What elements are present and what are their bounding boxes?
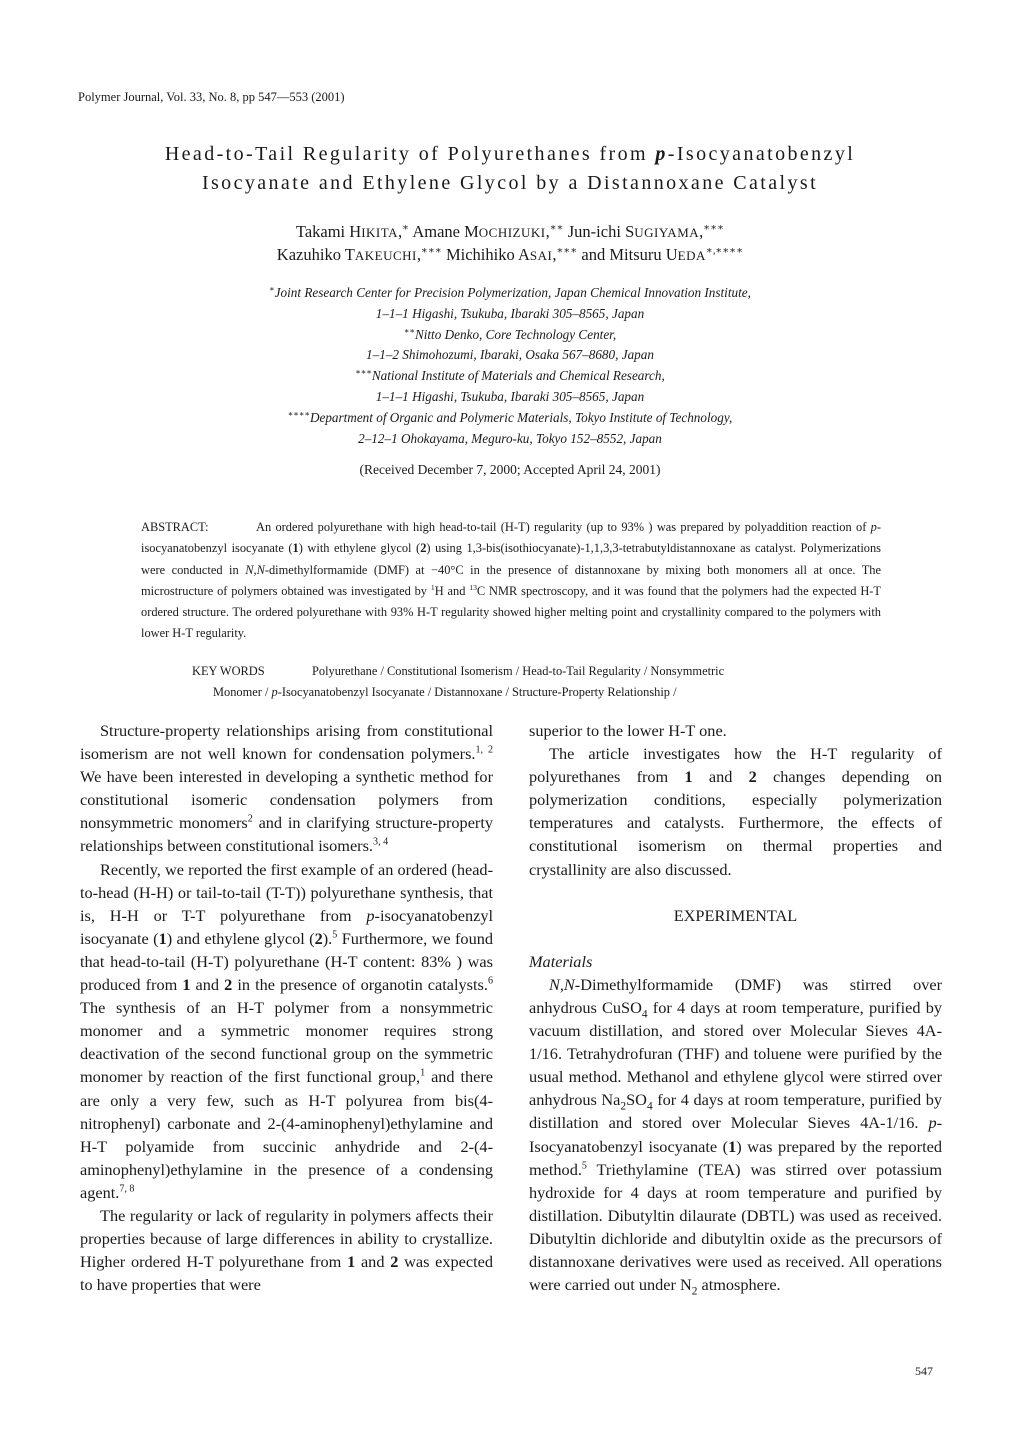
author-name: S	[625, 222, 635, 241]
body-text: for 4 days at room temperature, purified by distillation and stored over Molecular Sieves 4A-1/16.	[529, 1090, 943, 1133]
author-name: Amane	[412, 222, 465, 241]
body-text: for 4 days at room temperature, purified by vacuum distillation, and stored over Molecular Sieves 4A-1/16. Tetrahydrofuran (THF) and toluene were purified by the usual method. Methanol and ethylene glycol were stirred over anhydrous Na	[529, 997, 942, 1110]
author-name: SAI	[529, 248, 553, 263]
affiliation-name: National Institute of Materials and Chemical Research,	[371, 368, 665, 384]
left-column	[80, 719, 493, 1296]
received-dates: (Received December 7, 2000; Accepted April 24, 2001)	[359, 462, 661, 477]
affiliation-line	[0, 325, 1020, 346]
abstract-text: ) using 1,3-bis(isothiocyanate)-1,1,3,3-tetrabutyldistannoxane as catalyst. Polymerizations were conducted in	[141, 541, 881, 577]
affiliations	[0, 283, 1020, 449]
subsection-heading: Materials	[529, 951, 593, 971]
body-paragraph	[80, 1204, 493, 1296]
author-name: M	[464, 222, 479, 241]
body-text: and	[692, 767, 749, 787]
affiliation-address: 1–1–1 Higashi, Tsukuba, Ibaraki 305–8565, Japan	[375, 388, 645, 404]
title-line-2: Isocyanate and Ethylene Glycol by a Distannoxane Catalyst	[201, 172, 819, 194]
author-name: OCHIZUKI	[478, 225, 546, 240]
body-text: p	[928, 1113, 937, 1133]
isotope-mark: 1	[430, 582, 435, 592]
isotope-mark: 13	[469, 582, 477, 592]
compound-number: 1	[728, 1136, 737, 1156]
journal-citation: Polymer Journal, Vol. 33, No. 8, pp 547—553 (2001)	[78, 90, 345, 104]
abstract-label: ABSTRACT:	[141, 520, 209, 534]
keywords-label: KEY WORDS	[192, 664, 265, 678]
body-text: and there are only a very few, such as H-T polyurea from bis(4-nitrophenyl) carbonate and 2-(4-aminophenyl)ethylamine and H-T polyamide from succinic anhydride and 2-(4-aminophenyl)ethylamine in the presence of a condensing agent.	[80, 1067, 494, 1202]
body-text: Furthermore, we found that head-to-tail (H-T) polyurethane (H-T content: 83% ) was produced from	[80, 928, 493, 995]
author-name: Kazuhiko	[276, 245, 345, 264]
affiliation-mark: ∗∗∗	[421, 245, 442, 257]
body-text: p	[366, 905, 375, 925]
keywords-text: Monomer /	[213, 685, 272, 700]
citation: 1	[420, 1067, 426, 1079]
citation: 6	[487, 975, 493, 987]
body-text: -isocyanatobenzyl isocyanate (	[80, 905, 493, 948]
compound-number: 2	[390, 1252, 399, 1272]
abstract-text: C NMR spectroscopy, and it was found that the polymers had the expected H-T ordered structure. The ordered polyurethane with 93% H-T regularity showed higher melting point and crystallinity compared to the polymers with lower H-T regularity.	[141, 583, 881, 641]
abstract-text: ) with ethylene glycol (	[298, 541, 421, 556]
body-text: Triethylamine (TEA) was stirred over potassium hydroxide for 4 days at room temperature and purified by distillation. Dibutyltin dilaurate (DBTL) was used as received. Dibutyltin dichloride and dibutyltin oxide as the precursors of distannoxane derivatives were used as received. All operations were carried out under N	[529, 1159, 942, 1295]
compound-number: 2	[224, 975, 233, 995]
body-paragraph: superior to the lower H-T one.	[529, 721, 727, 740]
author-name: AKEUCHI	[354, 248, 417, 263]
author-name: EDA	[677, 248, 706, 263]
author-name: and Mitsuru	[581, 245, 666, 264]
body-text: -Dimethylformamide (DMF) was stirred over anhydrous CuSO	[529, 974, 942, 1017]
body-text: Structure-property relationships arising from constitutional isomerism are not well known for condensation polymers.	[80, 721, 493, 764]
body-text: ) and ethylene glycol (	[166, 928, 315, 948]
affiliation-address: 1–1–2 Shimohozumi, Ibaraki, Osaka 567–8680, Japan	[366, 347, 654, 363]
keywords-line-1	[141, 661, 881, 682]
title-text: Head-to-Tail Regularity of Polyurethanes from	[164, 143, 656, 165]
subscript: 4	[646, 1100, 653, 1113]
abstract-text: p	[870, 520, 877, 534]
abstract	[141, 517, 881, 645]
author-name: Michihiko	[445, 245, 518, 264]
affiliation-mark: ∗∗∗∗	[287, 409, 310, 419]
abstract-text: -isocyanatobenzyl isocyanate (	[141, 520, 881, 556]
affiliation-name: Nitto Denko, Core Technology Center,	[414, 326, 617, 342]
compound-number: 2	[314, 928, 323, 948]
compound-number: 1	[292, 541, 299, 556]
citation: 7, 8	[119, 1183, 135, 1195]
compound-number: 2	[420, 541, 427, 556]
body-text: and in clarifying structure-property relationships between constitutional isomers.	[80, 813, 494, 856]
affiliation-address: 2–12–1 Ohokayama, Meguro-ku, Tokyo 152–8552, Japan	[358, 430, 662, 446]
body-paragraph	[529, 742, 942, 881]
citation: 1, 2	[475, 744, 493, 756]
subscript: 2	[620, 1100, 627, 1113]
body-paragraph	[80, 858, 493, 1204]
author-line-2: Kazuhiko TAKEUCHI,∗∗∗ Michihiko ASAI,∗∗∗ and Mitsuru UEDA∗,∗∗∗∗	[276, 245, 744, 264]
author-name: A	[517, 245, 530, 264]
body-paragraph	[80, 719, 493, 858]
author-name: Takami	[295, 222, 350, 241]
body-text: -Isocyanatobenzyl isocyanate (	[529, 1113, 942, 1156]
keywords	[141, 661, 881, 704]
body-text: We have been interested in developing a synthetic method for constitutional isomeric condensation polymers from nonsymmetric monomers	[80, 767, 493, 833]
paper-title	[0, 140, 1020, 198]
body-text: ) was prepared by the reported method.	[529, 1136, 942, 1179]
affiliation-mark: ∗	[402, 222, 410, 234]
author-name: IKITA	[361, 225, 399, 240]
author-name: H	[349, 222, 362, 241]
title-para-prefix: p	[655, 143, 668, 165]
body-text: The synthesis of an H-T polymer from a nonsymmetric monomer and a symmetric monomer requires strong deactivation of the second functional group on the symmetric monomer by reaction of the first functional group,	[80, 998, 493, 1087]
author-line-1: Takami HIKITA,∗ Amane MOCHIZUKI,∗∗ Jun-ichi SUGIYAMA,∗∗∗	[295, 222, 725, 241]
body-paragraph	[529, 973, 942, 1296]
abstract-text: N,N	[245, 562, 265, 577]
section-heading: EXPERIMENTAL	[673, 905, 798, 925]
affiliation-mark: ∗∗	[549, 222, 564, 234]
affiliation-mark: ∗∗	[403, 326, 415, 336]
compound-number: 1	[182, 975, 191, 995]
body-text: SO	[626, 1090, 647, 1110]
keywords-text: -Isocyanatobenzyl Isocyanate / Distannoxane / Structure-Property Relationship /	[277, 685, 677, 700]
affiliation-address: 1–1–1 Higashi, Tsukuba, Ibaraki 305–8565, Japan	[375, 305, 645, 321]
affiliation-mark: ∗∗∗	[355, 367, 372, 377]
right-column	[529, 719, 942, 1296]
affiliation-mark: ∗	[269, 284, 275, 294]
citation: 5	[581, 1160, 587, 1172]
body-text: Recently, we reported the first example of an ordered (head-to-head (H-H) or tail-to-tail (T-T)) polyurethane synthesis, that is, H-H or T-T polyurethane from	[80, 859, 493, 925]
body-text: changes depending on polymerization conditions, especially polymerization temperatures and catalysts. Furthermore, the effects of constitutional isomerism on thermal properties and crystallinity are also discussed.	[529, 767, 943, 879]
compound-number: 2	[748, 767, 757, 787]
compound-number: 1	[347, 1252, 356, 1272]
body-text: was expected to have properties that were	[80, 1252, 493, 1295]
body-text: in the presence of organotin catalysts.	[232, 975, 488, 995]
affiliation-line	[0, 283, 1020, 304]
title-text: -Isocyanatobenzyl	[667, 143, 856, 165]
subscript: 4	[641, 1008, 648, 1021]
body-text: atmosphere.	[697, 1275, 781, 1295]
keywords-text: p	[271, 685, 278, 700]
citation: 5	[332, 929, 338, 941]
affiliation-mark: ∗∗∗	[703, 222, 725, 234]
author-name: T	[344, 245, 355, 264]
abstract-text: -dimethylformamide (DMF) at −40°C in the presence of distannoxane by mixing both monomers all at once. The microstructure of polymers obtained was investigated by	[141, 562, 881, 598]
title-line-1	[0, 140, 1020, 169]
citation: 3, 4	[373, 837, 389, 849]
affiliation-mark: ∗,∗∗∗∗	[705, 245, 744, 257]
affiliation-name: Joint Research Center for Precision Polymerization, Japan Chemical Innovation Institute,	[274, 285, 751, 300]
keywords-line-2	[141, 682, 881, 703]
compound-number: 1	[684, 767, 693, 787]
body-text: and	[190, 975, 225, 995]
affiliation-name: Department of Organic and Polymeric Materials, Tokyo Institute of Technology,	[309, 409, 733, 425]
affiliation-line	[0, 366, 1020, 387]
body-text: and	[355, 1252, 391, 1272]
subscript: 2	[691, 1285, 698, 1298]
body-text: ).	[322, 928, 333, 948]
author-name: U	[665, 245, 678, 264]
author-name: Jun-ichi	[567, 222, 626, 241]
abstract-text: H and	[434, 583, 470, 598]
keywords-text: Polyurethane / Constitutional Isomerism / Head-to-Tail Regularity / Nonsymmetric	[312, 664, 725, 678]
body-text: The article investigates how the H-T regularity of polyurethanes from	[529, 744, 942, 787]
body-text: The regularity or lack of regularity in polymers affects their properties because of large differences in ability to crystallize. Higher ordered H-T polyurethane from	[80, 1205, 493, 1272]
affiliation-mark: ∗∗∗	[556, 245, 578, 257]
author-list	[0, 221, 1020, 267]
abstract-text: An ordered polyurethane with high head-to-tail (H-T) regularity (up to 93% ) was prepared by polyaddition reaction of	[256, 520, 871, 534]
page-number: 547	[915, 1364, 933, 1378]
affiliation-line	[0, 408, 1020, 429]
citation: 2	[247, 813, 253, 825]
compound-number: 1	[158, 928, 167, 948]
author-name: UGIYAMA	[634, 225, 700, 240]
body-text: N,N	[549, 974, 575, 994]
